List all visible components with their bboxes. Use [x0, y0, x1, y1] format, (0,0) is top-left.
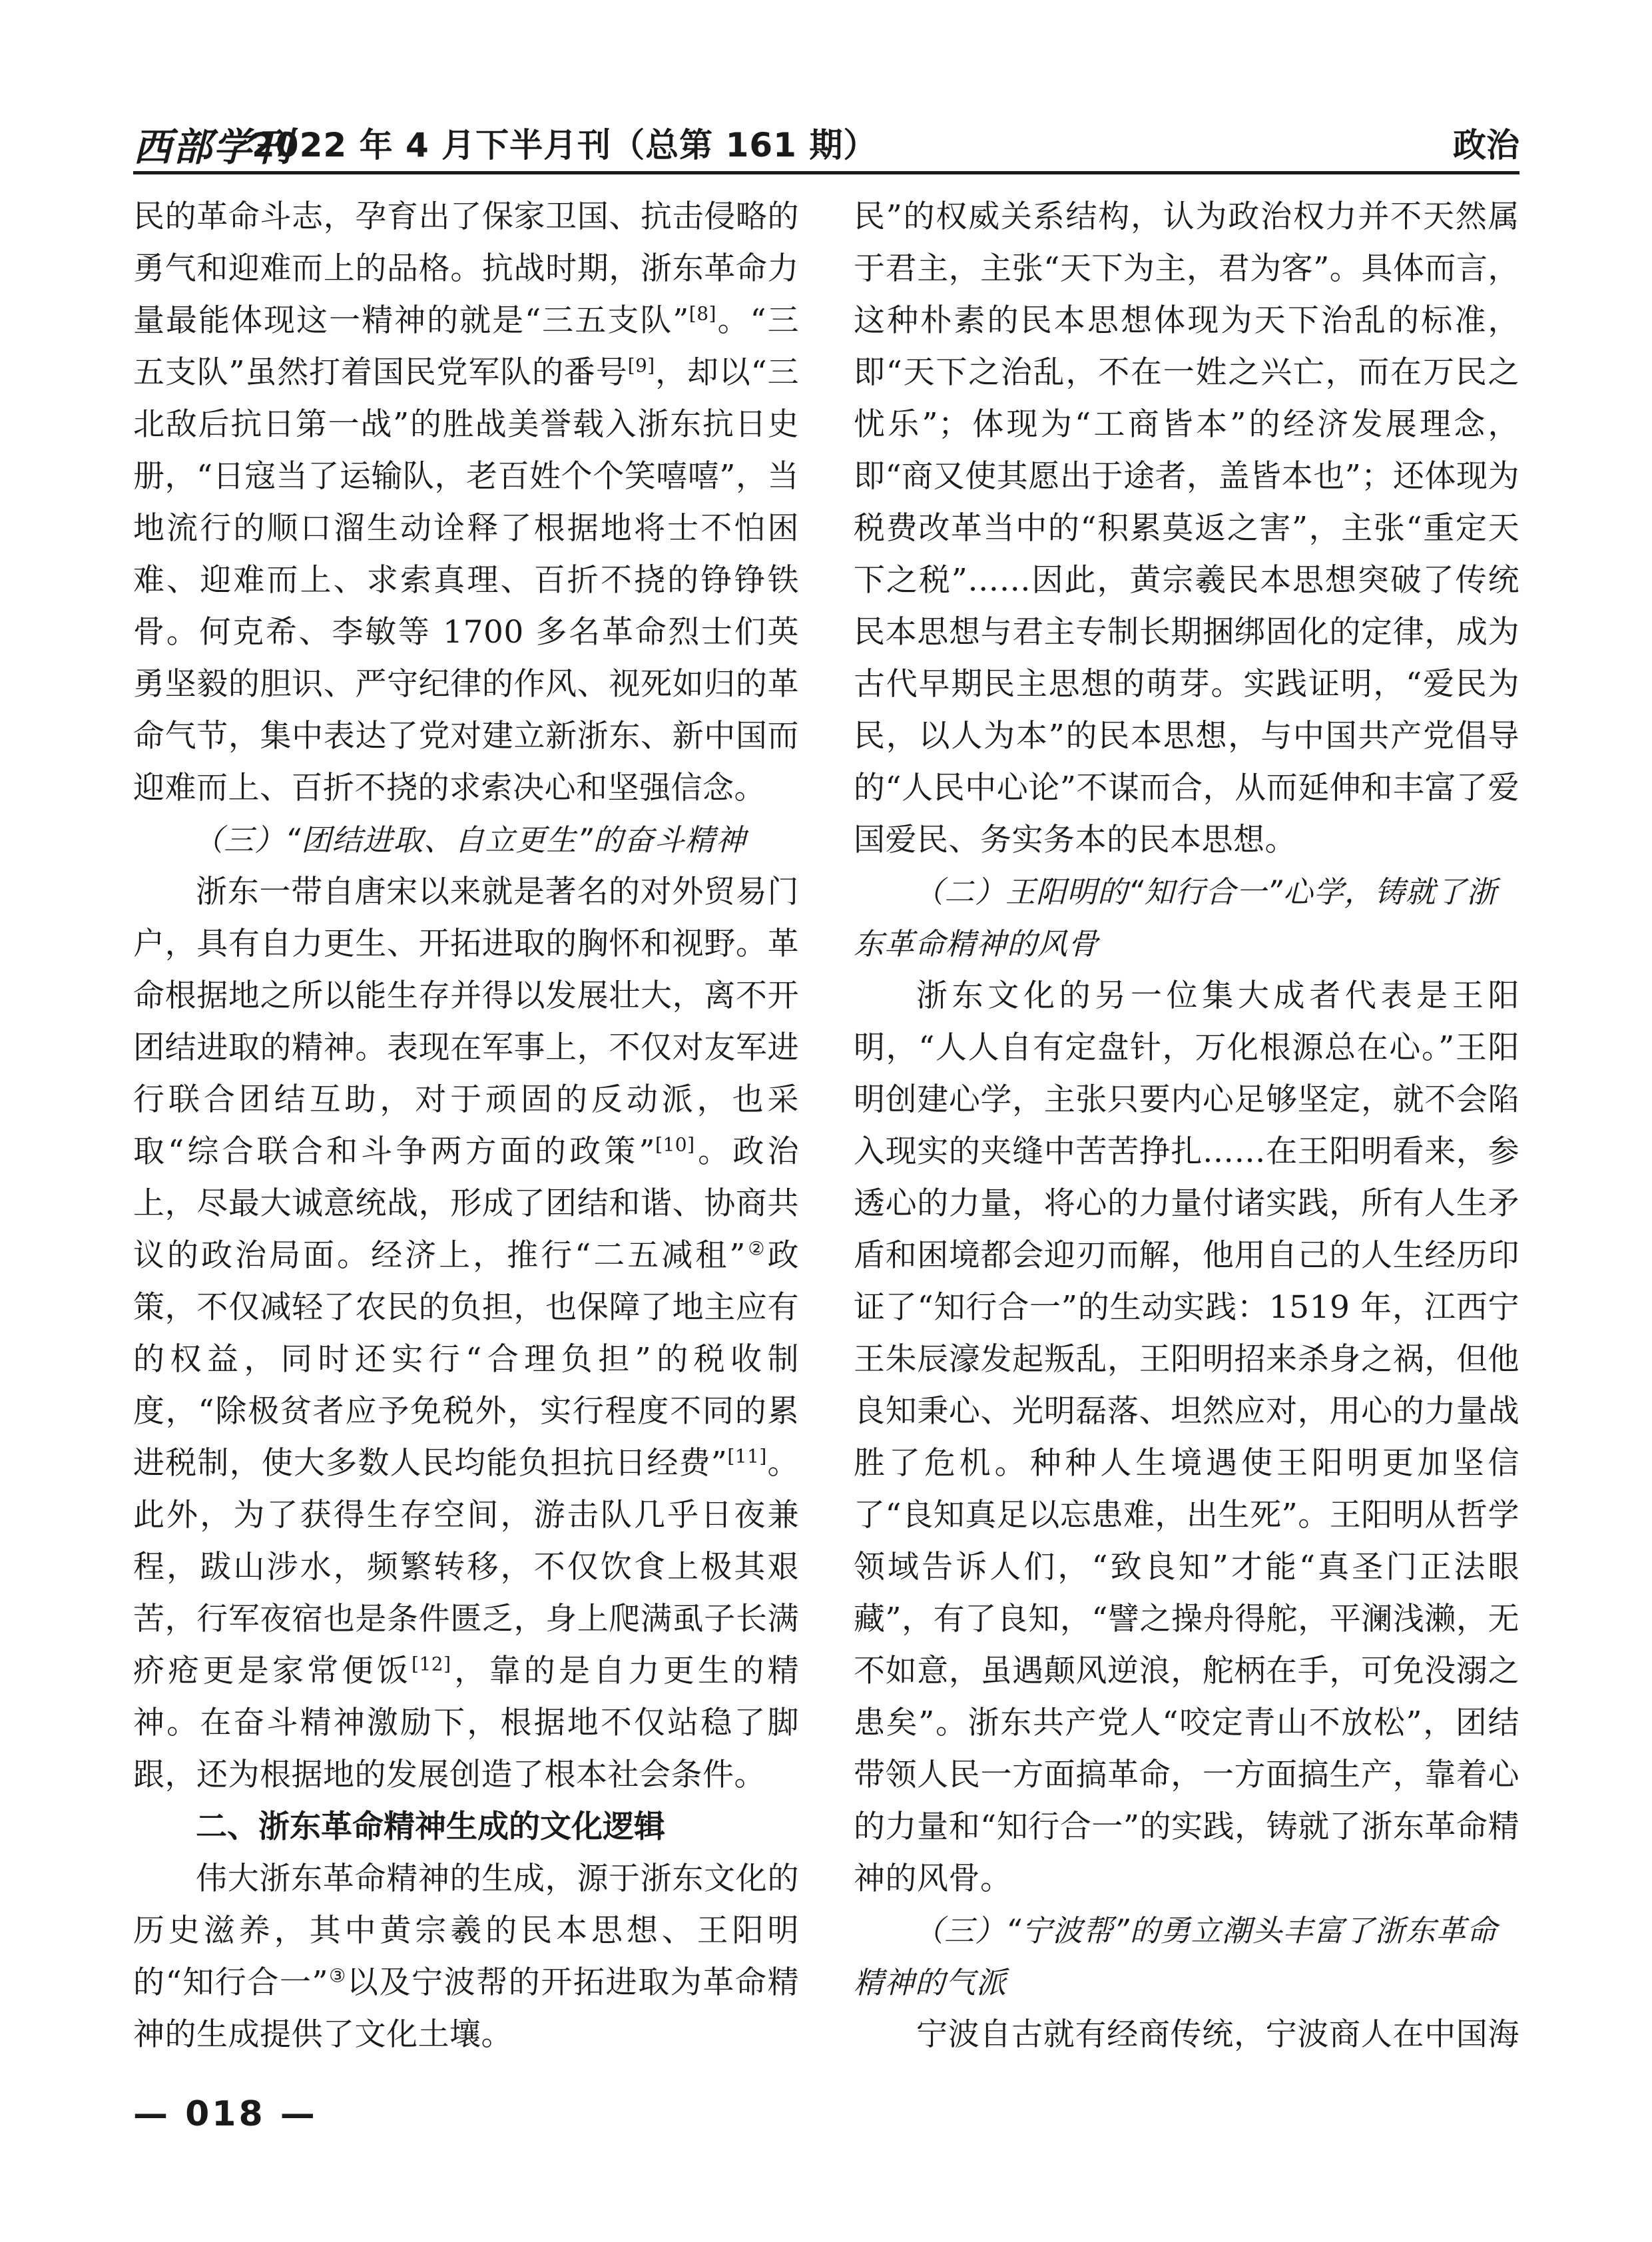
journal-logo: 西部学刊 [133, 125, 294, 170]
page-header [133, 112, 1519, 170]
citation: [9] [627, 354, 655, 377]
citation: [10] [655, 1133, 695, 1156]
footnote-marker: ② [745, 1237, 768, 1260]
paragraph: 宁波自古就有经商传统，宁波商人在中国海 [916, 2016, 1519, 2053]
left-column [133, 191, 799, 2069]
header-rule [133, 171, 1519, 174]
subsection-heading: （三）“团结进取、自立更生”的奋斗精神 [193, 822, 746, 858]
subsection-heading: （二）王阳明的“知行合一”心学，铸就了浙东革命精神的风骨 [854, 874, 1498, 962]
paragraph: 浙东文化的另一位集大成者代表是王阳明，“人人自有定盘针，万化根源总在心。”王阳明创建心学，主张只要内心足够坚定，就不会陷入现实的夹缝中苦苦挣扎……在王阳明看来，参透心的力量，将心的力量付诸实践，所有人生矛盾和困境都会迎刃而解，他用自己的人生经历印证了“知行合一”的生动实践：1519 年，江西宁王朱辰濠发起叛乱，王阳明招来杀身之祸，但他良知秉心、光明磊落、坦然应对，用心的力量战胜了危机。种种人生境遇使王阳明更加坚信了“良知真足以忘患难，出生死”。王阳明从哲学领域告诉人们，“致良知”才能“真圣门正法眼藏”，有了良知，“譬之操舟得舵，平澜浅濑，无不如意，虽遇颠风逆浪，舵柄在手，可免没溺之患矣”。浙东共产党人“咬定青山不放松”，团结带领人民一方面搞革命，一方面搞生产，靠着心的力量和“知行合一”的实践，铸就了浙东革命精神的风骨。 [854, 978, 1519, 1897]
citation: [8] [688, 302, 716, 325]
section-heading: 二、浙东革命精神生成的文化逻辑 [196, 1809, 665, 1845]
issue-info: 2022 年 4 月下半月刊（总第 161 期） [252, 126, 878, 164]
subsection-heading [133, 2061, 799, 2069]
footnote-marker: ③ [328, 1964, 347, 1987]
right-column [854, 191, 1519, 2069]
citation: [11] [727, 1445, 767, 1468]
section-label: 政治 [1453, 126, 1519, 164]
citation: [12] [412, 1653, 451, 1675]
paragraph: 伟大浙东革命精神的生成，源于浙东文化的历史滋养，其中黄宗羲的民本思想、王阳明的“知行合一”③以及宁波帮的开拓进取为革命精神的生成提供了文化土壤。 [133, 1860, 799, 2053]
paragraph: 浙东一带自唐宋以来就是著名的对外贸易门户，具有自力更生、开拓进取的胸怀和视野。革命根据地之所以能生存并得以发展壮大，离不开团结进取的精神。表现在军事上，不仅对友军进行联合团结互助，对于顽固的反动派，也采取“综合联合和斗争两方面的政策”[10]。政治上，尽最大诚意统战，形成了团结和谐、协商共议的政治局面。经济上，推行“二五减租”②政策，不仅减轻了农民的负担，也保障了地主应有的权益，同时还实行“合理负担”的税收制度，“除极贫者应予免税外，实行程度不同的累进税制，使大多数人民均能负担抗日经费”[11]。此外，为了获得生存空间，游击队几乎日夜兼程，跋山涉水，频繁转移，不仅饮食上极其艰苦，行军夜宿也是条件匮乏，身上爬满虱子长满疥疮更是家常便饭[12]，靠的是自力更生的精神。在奋斗精神激励下，根据地不仅站稳了脚跟，还为根据地的发展创造了根本社会条件。 [133, 874, 799, 1793]
paragraph: 民的革命斗志，孕育出了保家卫国、抗击侵略的勇气和迎难而上的品格。抗战时期，浙东革命力量最能体现这一精神的就是“三五支队”[8]。“三五支队”虽然打着国民党军队的番号[9]，却以“三北敌后抗日第一战”的胜战美誉载入浙东抗日史册，“日寇当了运输队，老百姓个个笑嘻嘻”，当地流行的顺口溜生动诠释了根据地将士不怕困难、迎难而上、求索真理、百折不挠的铮铮铁骨。何克希、李敏等 1700 多名革命烈士们英勇坚毅的胆识、严守纪律的作风、视死如归的革命气节，集中表达了党对建立新浙东、新中国而迎难而上、百折不挠的求索决心和坚强信念。 [133, 198, 799, 806]
subsection-heading: （三）“宁波帮”的勇立潮头丰富了浙东革命精神的气派 [854, 1913, 1498, 2000]
page-number: — 018 — [133, 2094, 318, 2134]
paragraph: 民”的权威关系结构，认为政治权力并不天然属于君主，主张“天下为主，君为客”。具体而言，这种朴素的民本思想体现为天下治乱的标准，即“天下之治乱，不在一姓之兴亡，而在万民之忧乐”；体现为“工商皆本”的经济发展理念，即“商又使其愿出于途者，盖皆本也”；还体现为税费改革当中的“积累莫返之害”，主张“重定天下之税”……因此，黄宗羲民本思想突破了传统民本思想与君主专制长期捆绑固化的定律，成为古代早期民主思想的萌芽。实践证明，“爱民为民，以人为本”的民本思想，与中国共产党倡导的“人民中心论”不谋而合，从而延伸和丰富了爱国爱民、务实务本的民本思想。 [854, 198, 1519, 858]
